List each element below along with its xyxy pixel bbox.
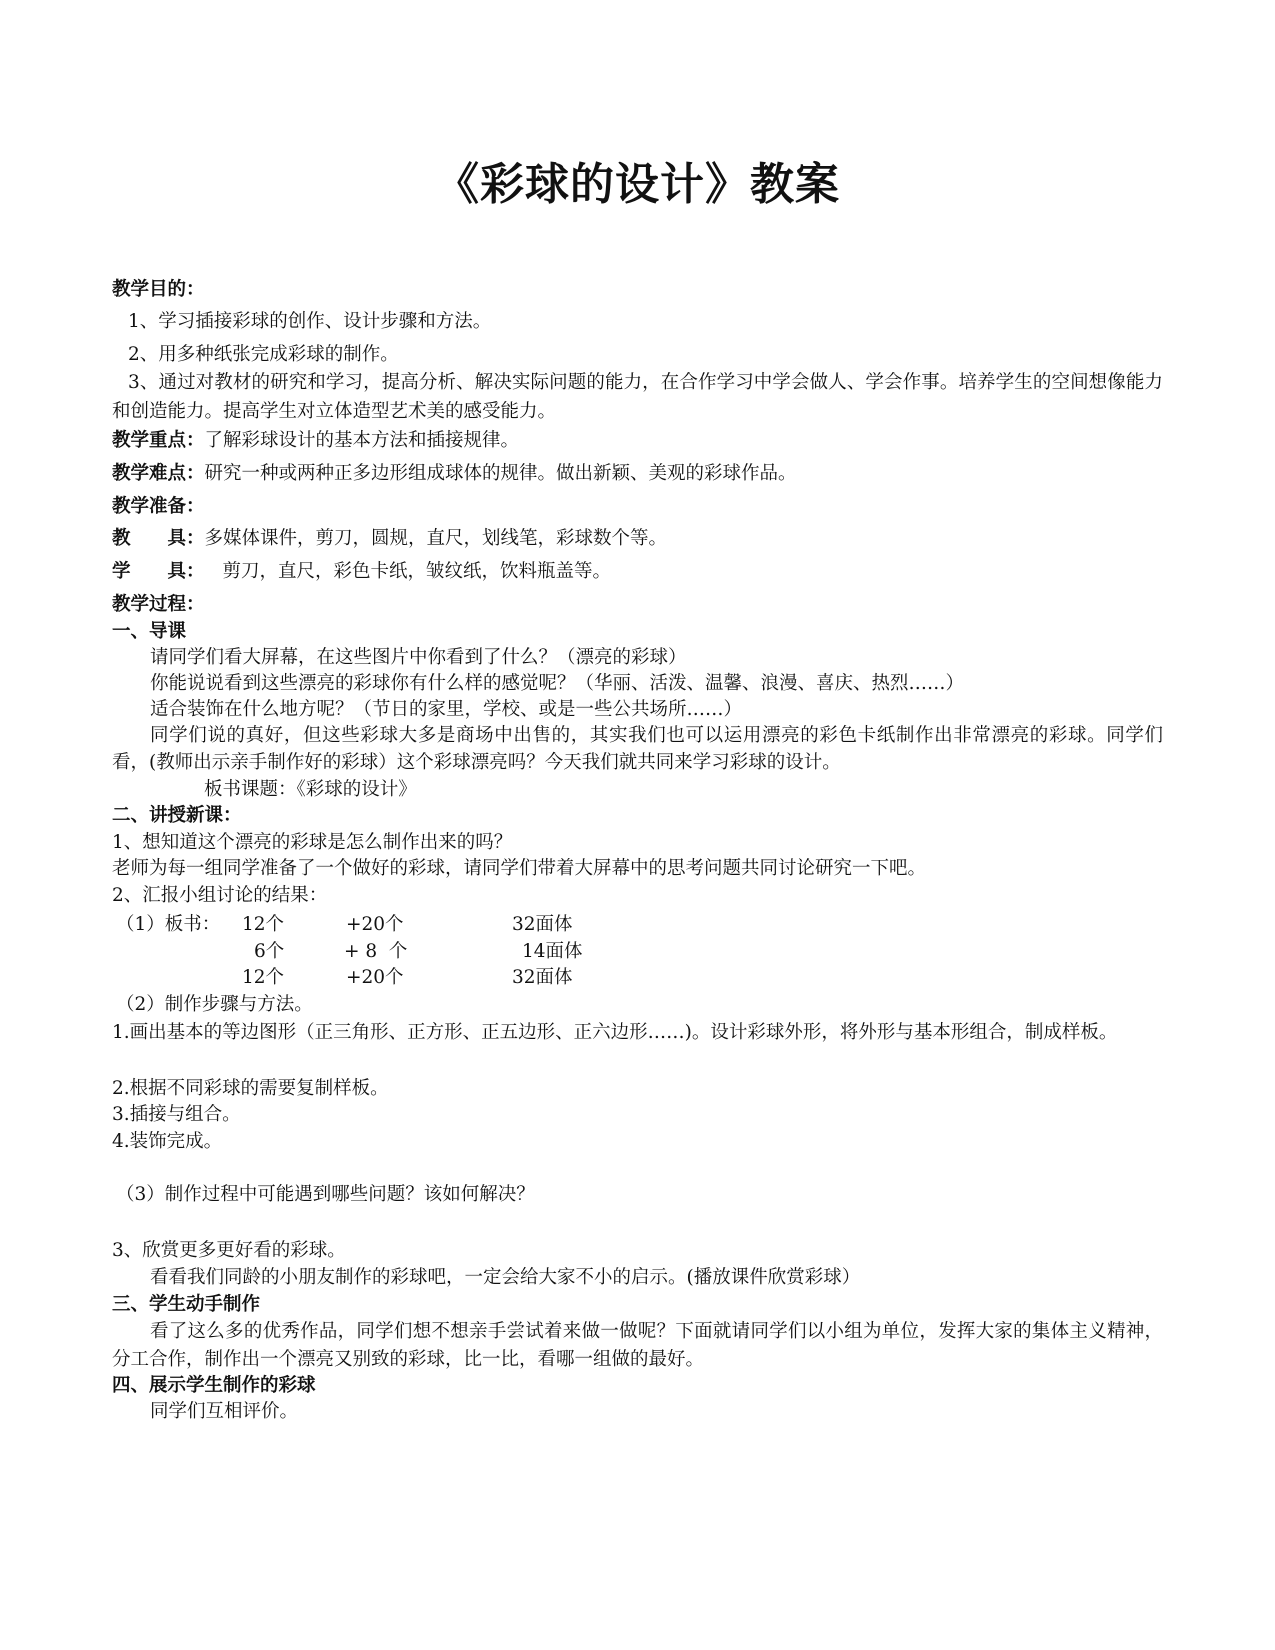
difficulty-label: 教学难点： <box>112 463 205 484</box>
teacher-tools-text: 多媒体课件，剪刀，圆规，直尺，划线笔，彩球数个等。 <box>204 528 668 549</box>
teacher-tools-label: 教 具： <box>112 528 205 549</box>
objective-2: 2、用多种纸张完成彩球的制作。 <box>128 344 399 365</box>
section-3-heading: 三、学生动手制作 <box>112 1294 261 1315</box>
board-row-1-b: +20个 <box>346 914 404 935</box>
step-1: 1.画出基本的等边图形（正三角形、正方形、正五边形、正六边形……)。设计彩球外形，将外形与基本形组合，制成样板。 <box>112 1022 1118 1043</box>
board-row-2-b: + 8 个 <box>344 941 408 962</box>
section-2-heading: 二、讲授新课： <box>112 805 242 826</box>
student-tools-text: 剪刀，直尺，彩色卡纸，皱纹纸，饮料瓶盖等。 <box>222 561 612 582</box>
section-1-line-1: 请同学们看大屏幕，在这些图片中你看到了什么？（漂亮的彩球） <box>150 647 687 668</box>
difficulty-text: 研究一种或两种正多边形组成球体的规律。做出新颖、美观的彩球作品。 <box>204 463 797 484</box>
board-row-1-c: 32面体 <box>512 914 573 935</box>
student-tools <box>112 559 1163 585</box>
board-row-2-a: 6个 <box>254 941 285 962</box>
board-label: （1）板书： <box>116 914 221 935</box>
question-1-text: 老师为每一组同学准备了一个做好的彩球，请同学们带着大屏幕中的思考问题共同讨论研究一下吧。 <box>112 858 927 879</box>
step-4: 4.装饰完成。 <box>112 1131 223 1152</box>
key-point-label: 教学重点： <box>112 430 205 451</box>
objectives-heading: 教学目的： <box>112 279 205 300</box>
objective-3: 3、通过对教材的研究和学习，提高分析、解决实际问题的能力，在合作学习中学会做人、学会作事。培养学生的空间想像能力和创造能力。提高学生对立体造型艺术美的感受能力。 <box>112 372 1163 422</box>
section-1-line-3: 适合装饰在什么地方呢？（节日的家里，学校、或是一些公共场所……） <box>150 699 743 720</box>
document-title: 《彩球的设计》教案 <box>435 159 840 210</box>
board-row-3-a: 12个 <box>242 967 285 988</box>
board-row-3-c: 32面体 <box>512 967 573 988</box>
section-1-heading: 一、导课 <box>112 621 187 642</box>
key-point <box>112 428 1163 454</box>
section-4-heading: 四、展示学生制作的彩球 <box>112 1375 316 1396</box>
steps-heading: （2）制作步骤与方法。 <box>116 994 313 1015</box>
section-3-text: 看了这么多的优秀作品，同学们想不想亲手尝试着来做一做呢？下面就请同学们以小组为单位，发挥大家的集体主义精神，分工合作，制作出一个漂亮又别致的彩球，比一比，看哪一组做的最好。 <box>112 1321 1163 1370</box>
difficulty <box>112 461 1163 487</box>
board-title: 板书课题：《彩球的设计》 <box>204 779 417 800</box>
board-row-3-b: +20个 <box>346 967 404 988</box>
board-row-1-a: 12个 <box>242 914 285 935</box>
process-heading: 教学过程： <box>112 594 205 615</box>
section-1-line-2: 你能说说看到这些漂亮的彩球你有什么样的感觉呢？（华丽、活泼、温馨、浪漫、喜庆、热烈……） <box>150 673 965 694</box>
section-1-paragraph: 同学们说的真好，但这些彩球大多是商场中出售的，其实我们也可以运用漂亮的彩色卡纸制作出非常漂亮的彩球。同学们看，(教师出示亲手制作好的彩球）这个彩球漂亮吗？今天我们就共同来学习彩球的设计。 <box>112 725 1163 773</box>
question-2: 2、汇报小组讨论的结果： <box>112 885 328 906</box>
problems-question: （3）制作过程中可能遇到哪些问题？该如何解决？ <box>116 1184 535 1205</box>
question-3: 3、欣赏更多更好看的彩球。 <box>112 1240 346 1261</box>
key-point-text: 了解彩球设计的基本方法和插接规律。 <box>204 430 520 451</box>
preparation-heading: 教学准备： <box>112 496 205 517</box>
step-3: 3.插接与组合。 <box>112 1104 241 1125</box>
question-3-text: 看看我们同龄的小朋友制作的彩球吧，一定会给大家不小的启示。(播放课件欣赏彩球） <box>150 1267 861 1288</box>
board-row-2-c: 14面体 <box>522 941 583 962</box>
question-1: 1、想知道这个漂亮的彩球是怎么制作出来的吗？ <box>112 832 513 853</box>
student-tools-label: 学 具： <box>112 561 205 582</box>
objective-1: 1、学习插接彩球的创作、设计步骤和方法。 <box>128 311 492 332</box>
step-2: 2.根据不同彩球的需要复制样板。 <box>112 1078 389 1099</box>
section-4-text: 同学们互相评价。 <box>150 1401 299 1422</box>
teacher-tools <box>112 526 1163 552</box>
